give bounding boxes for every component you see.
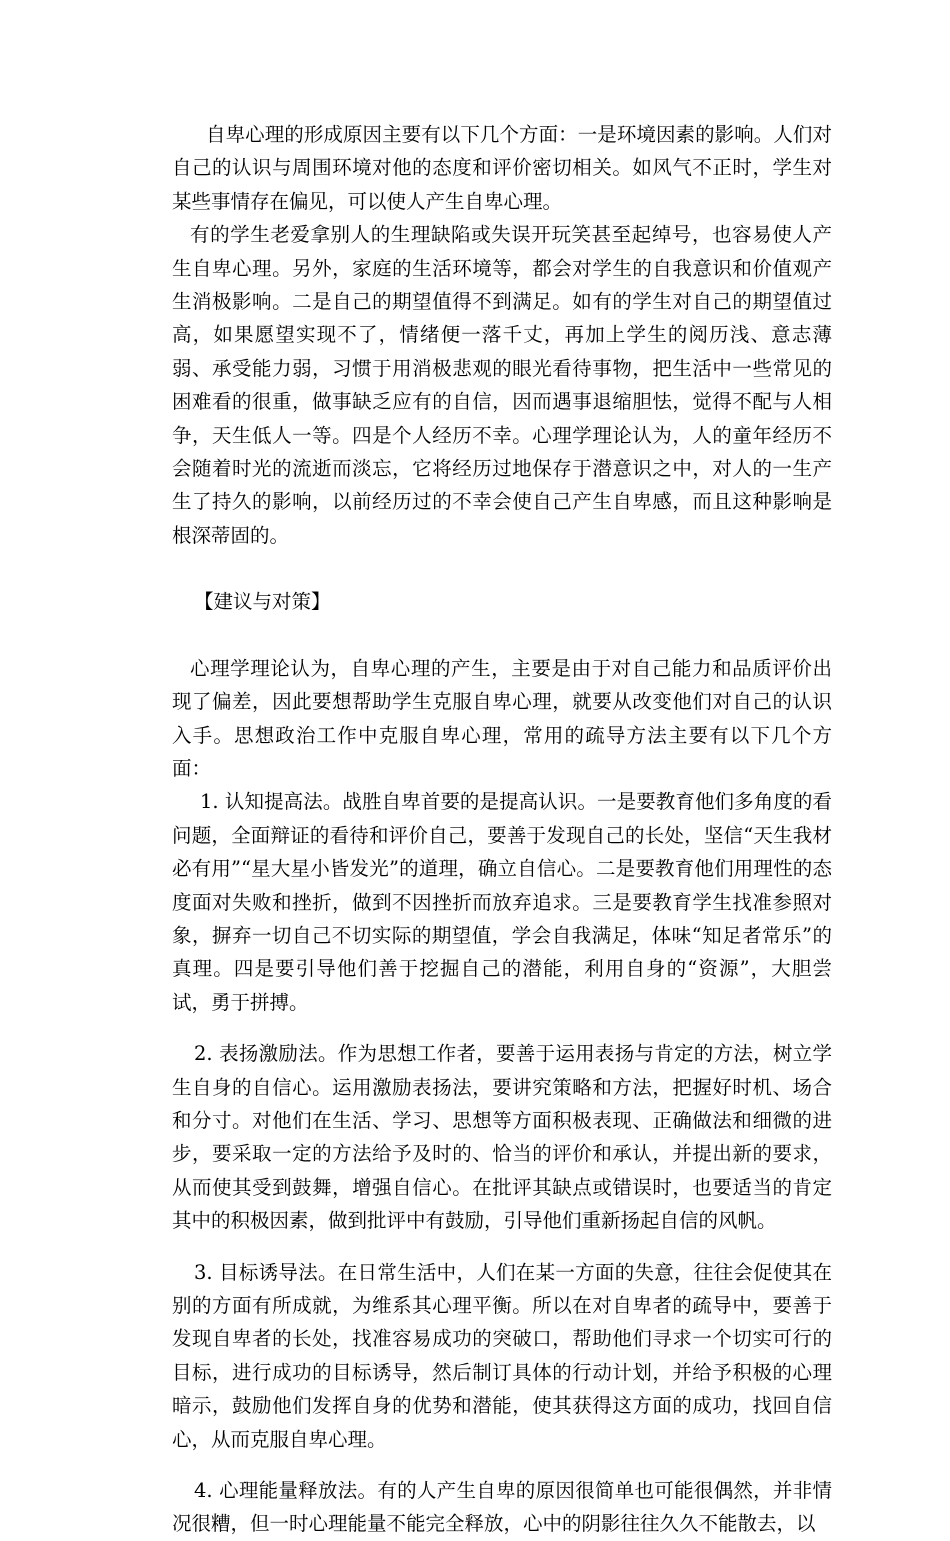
paragraph-causes-detail: 有的学生老爱拿别人的生理缺陷或失误开玩笑甚至起绰号，也容易使人产生自卑心理。另外，家庭的生活环境等，都会对学生的自我意识和价值观产生消极影响。二是自己的期望值得不到满足。如有的学生对自己的期望值过高，如果愿望实现不了，情绪便一落千丈，再加上学生的阅历浅、意志薄弱、承受能力弱，习惯于用消极悲观的眼光看待事物，把生活中一些常见的困难看的很重，做事缺乏应有的自信，因而遇事退缩胆怯，觉得不配与人相争，天生低人一等。四是个人经历不幸。心理学理论认为，人的童年经历不会随着时光的流逝而淡忘，它将经历过地保存于潜意识之中，对人的一生产生了持久的影响，以前经历过的不幸会使自己产生自卑感，而且这种影响是根深蒂固的。 [172, 223, 832, 547]
method-goal: 3. 目标诱导法。在日常生活中，人们在某一方面的失意，往往会促使其在别的方面有所成就，为维系其心理平衡。所以在对自卑者的疏导中，要善于发现自卑者的长处，找准容易成功的突破口，帮助他们寻求一个切实可行的目标，进行成功的目标诱导，然后制订具体的行动计划，并给予积极的心理暗示，鼓励他们发挥自身的优势和潜能，使其获得这方面的成功，找回自信心，从而克服自卑心理。 [172, 1260, 832, 1451]
method-cognitive: 1. 认知提高法。战胜自卑首要的是提高认识。一是要教育他们多角度的看问题，全面辩证的看待和评价自己，要善于发现自己的长处，坚信“天生我材必有用”“星大星小皆发光”的道理，确立自信心。二是要教育他们用理性的态度面对失败和挫折，做到不因挫折而放弃追求。三是要教育学生找准参照对象，摒弃一切自己不切实际的期望值，学会自我满足，体味“知足者常乐”的真理。四是要引导他们善于挖掘自己的潜能，利用自身的“资源”，大胆尝试，勇于拼搏。 [172, 790, 832, 1014]
section-heading-suggestions: 【建议与对策】 [194, 590, 331, 614]
method-praise: 2. 表扬激励法。作为思想工作者，要善于运用表扬与肯定的方法，树立学生自身的自信心。运用激励表扬法，要讲究策略和方法，把握好时机、场合和分寸。对他们在生活、学习、思想等方面积极表现、正确做法和细微的进步，要采取一定的方法给予及时的、恰当的评价和承认，并提出新的要求，从而使其受到鼓舞，增强自信心。在批评其缺点或错误时，也要适当的肯定其中的积极因素，做到批评中有鼓励，引导他们重新扬起自信的风帆。 [172, 1042, 832, 1233]
paragraph-causes-intro: 自卑心理的形成原因主要有以下几个方面：一是环境因素的影响。人们对自己的认识与周围环境对他的态度和评价密切相关。如风气不正时，学生对某些事情存在偏见，可以使人产生自卑心理。 [172, 123, 832, 213]
paragraph-suggestions-intro: 心理学理论认为，自卑心理的产生，主要是由于对自己能力和品质评价出现了偏差，因此要想帮助学生克服自卑心理，就要从改变他们对自己的认识入手。思想政治工作中克服自卑心理，常用的疏导方法主要有以下几个方面： [172, 656, 832, 780]
document-page [172, 118, 832, 1541]
method-energy-release: 4. 心理能量释放法。有的人产生自卑的原因很简单也可能很偶然，并非情况很糟，但一时心理能量不能完全释放，心中的阴影往往久久不能散去，以 [172, 1479, 832, 1536]
